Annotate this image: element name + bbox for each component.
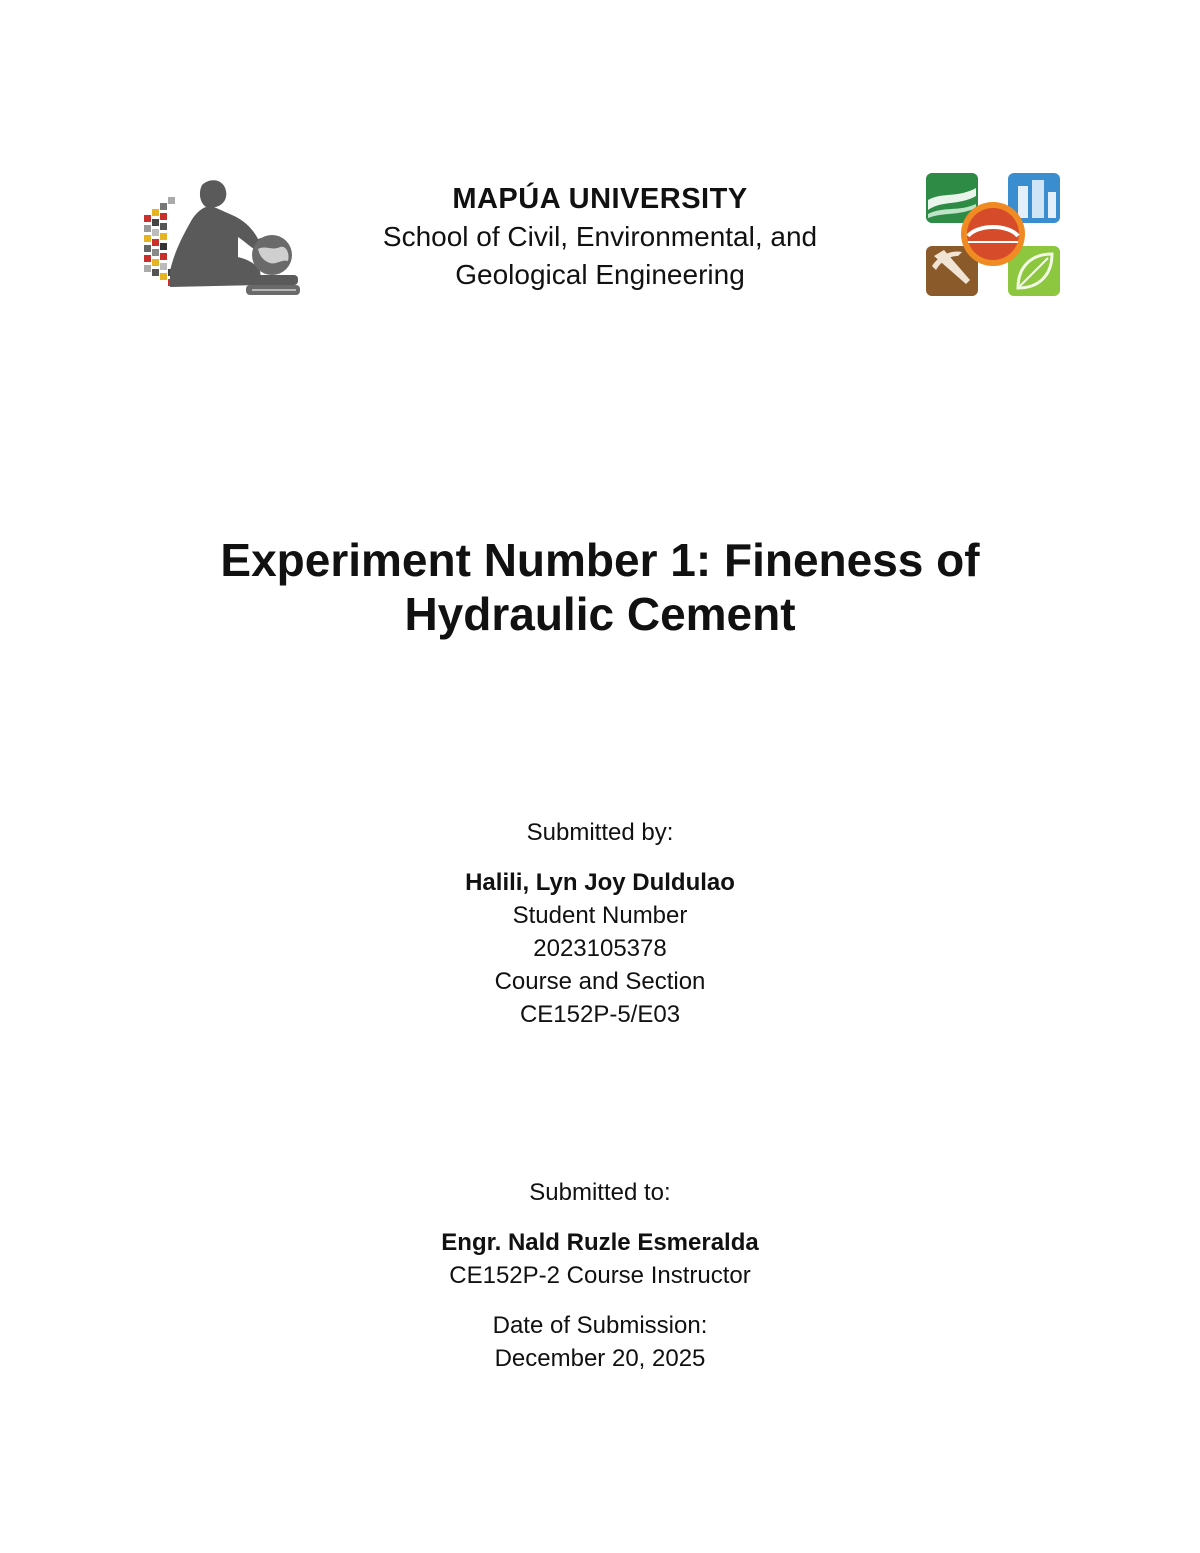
report-title-line-1: Experiment Number 1: Fineness of (220, 534, 980, 586)
submitted-by-section (300, 816, 900, 1031)
institution-header (330, 180, 870, 294)
submission-date-label: Date of Submission: (492, 1312, 708, 1339)
school-name-line-2: Geological Engineering (455, 259, 745, 290)
student-name: Halili, Lyn Joy Duldulao (465, 869, 735, 896)
instructor-name: Engr. Nald Ruzle Esmeralda (441, 1229, 759, 1256)
school-emblem-icon (922, 170, 1064, 300)
course-section-label: Course and Section (494, 968, 706, 995)
university-seal-icon (140, 175, 305, 300)
course-section: CE152P-5/E03 (519, 1001, 681, 1028)
report-title-line-2: Hydraulic Cement (404, 588, 796, 640)
school-name-line-1: School of Civil, Environmental, and (382, 221, 818, 252)
submitted-to-label: Submitted to: (529, 1179, 671, 1206)
submitted-to-section (300, 1176, 900, 1375)
student-number: 2023105378 (533, 935, 667, 962)
instructor-role: CE152P-2 Course Instructor (449, 1262, 751, 1289)
student-number-label: Student Number (512, 902, 688, 929)
submission-date: December 20, 2025 (494, 1345, 706, 1372)
university-name: MAPÚA UNIVERSITY (452, 183, 748, 215)
report-title (150, 533, 1050, 641)
submitted-by-label: Submitted by: (526, 819, 674, 846)
